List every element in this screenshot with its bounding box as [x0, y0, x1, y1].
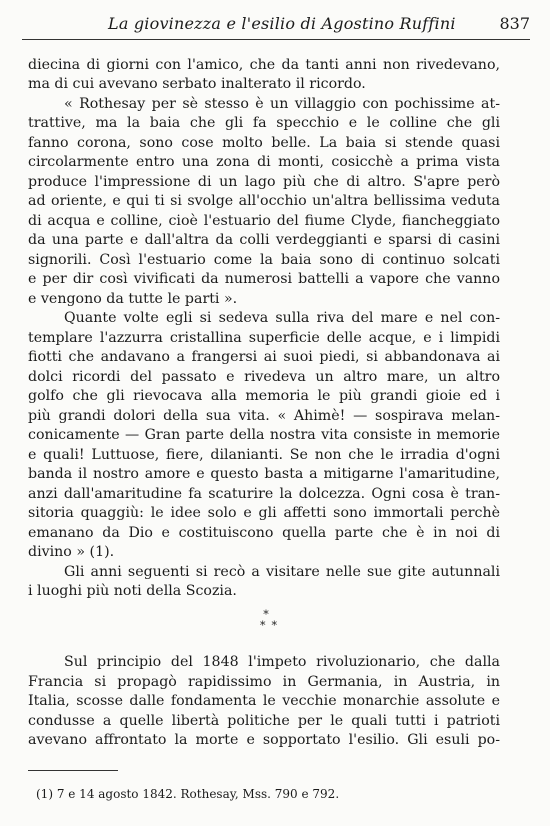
text-line: ma di cui avevano serbato inalterato il ricordo.: [28, 76, 366, 92]
text-line: Gli anni seguenti si recò a visitare nelle sue gite autunnali: [64, 564, 500, 580]
separator-stars-bottom: **: [260, 619, 283, 632]
text-line: dolci ricordi del passato e rivedeva un altro mare, un altro: [28, 369, 500, 385]
text-line: ad oriente, e qui ti si svolge all'occhio un'altra bellissima veduta: [28, 193, 500, 209]
text-line: e per dir così vivificati da numerosi battelli a vapore che vanno: [28, 271, 500, 287]
text-line: emanano da Dio e costituiscono quella parte che è in noi di: [28, 525, 500, 541]
text-line: i luoghi più noti della Scozia.: [28, 583, 237, 599]
header-rule: [22, 39, 530, 40]
separator-star-top: *: [263, 608, 269, 621]
footnote-rule: [28, 770, 118, 771]
text-line: « Rothesay per sè stesso è un villaggio con pochissime at-: [64, 96, 500, 112]
text-line: di acqua e colline, cioè l'estuario del fiume Clyde, fiancheggiato: [28, 213, 500, 229]
text-line: conicamente — Gran parte della nostra vita consiste in memorie: [28, 427, 500, 443]
text-line: e vengono da tutte le parti ».: [28, 291, 238, 307]
text-line: produce l'impressione di un lago più che di altro. S'apre però: [28, 174, 500, 190]
text-line: più grandi dolori della sua vita. « Ahimè! — sospirava melan-: [28, 408, 500, 424]
text-line: fanno corona, sono cose molto belle. La baia si stende quasi: [28, 135, 500, 151]
text-line: circolarmente entro una zona di monti, cosicchè a prima vista: [28, 154, 500, 170]
footnote: (1) 7 e 14 agosto 1842. Rothesay, Mss. 790 e 792.: [36, 787, 340, 801]
text-line: divino » (1).: [28, 544, 115, 560]
text-line: diecina di giorni con l'amico, che da tanti anni non rivedevano,: [28, 57, 500, 73]
text-line: Quante volte egli si sedeva sulla riva del mare e nel con-: [64, 310, 500, 326]
text-line: da una parte e dall'altra da colli verdeggianti e sparsi di casini: [28, 232, 500, 248]
text-line: Italia, scosse dalle fondamenta le vecchie monarchie assolute e: [28, 693, 500, 709]
text-line: Sul principio del 1848 l'impeto rivoluzionario, che dalla: [64, 654, 500, 670]
text-line: anzi dall'amaritudine fa scaturire la dolcezza. Ogni cosa è tran-: [28, 486, 500, 502]
text-line: Francia si propagò rapidissimo in Germania, in Austria, in: [28, 674, 500, 690]
text-line: templare l'azzurra cristallina superficie delle acque, e i limpidi: [28, 330, 500, 346]
text-line: banda il nostro amore e questo basta a mitigarne l'amaritudine,: [28, 466, 500, 482]
text-line: trattive, ma la baia che gli fa specchio e le colline che gli: [28, 115, 500, 131]
text-line: avevano affrontato la morte e sopportato l'esilio. Gli esuli po-: [28, 732, 500, 748]
text-line: sitoria quaggiù: le idee solo e gli affetti sono immortali perchè: [28, 505, 500, 521]
running-header: [22, 12, 530, 38]
section-separator-asterism: [254, 608, 283, 633]
page-number: 837: [499, 14, 530, 33]
text-line: fiotti che andavano a frangersi ai suoi piedi, si abbandonava ai: [28, 349, 500, 365]
text-line: signorili. Così l'estuario come la baia sono di continuo solcati: [28, 252, 500, 268]
text-line: golfo che gli rievocava alla memoria le più grandi gioie ed i: [28, 388, 500, 404]
text-line: e quali! Luttuose, fiere, dilanianti. Se non che le irradia d'ogni: [28, 447, 500, 463]
text-line: condusse a quelle libertà politiche per le quali tutti i patrioti: [28, 713, 500, 729]
running-title: La giovinezza e l'esilio di Agostino Ruffini: [108, 14, 456, 33]
